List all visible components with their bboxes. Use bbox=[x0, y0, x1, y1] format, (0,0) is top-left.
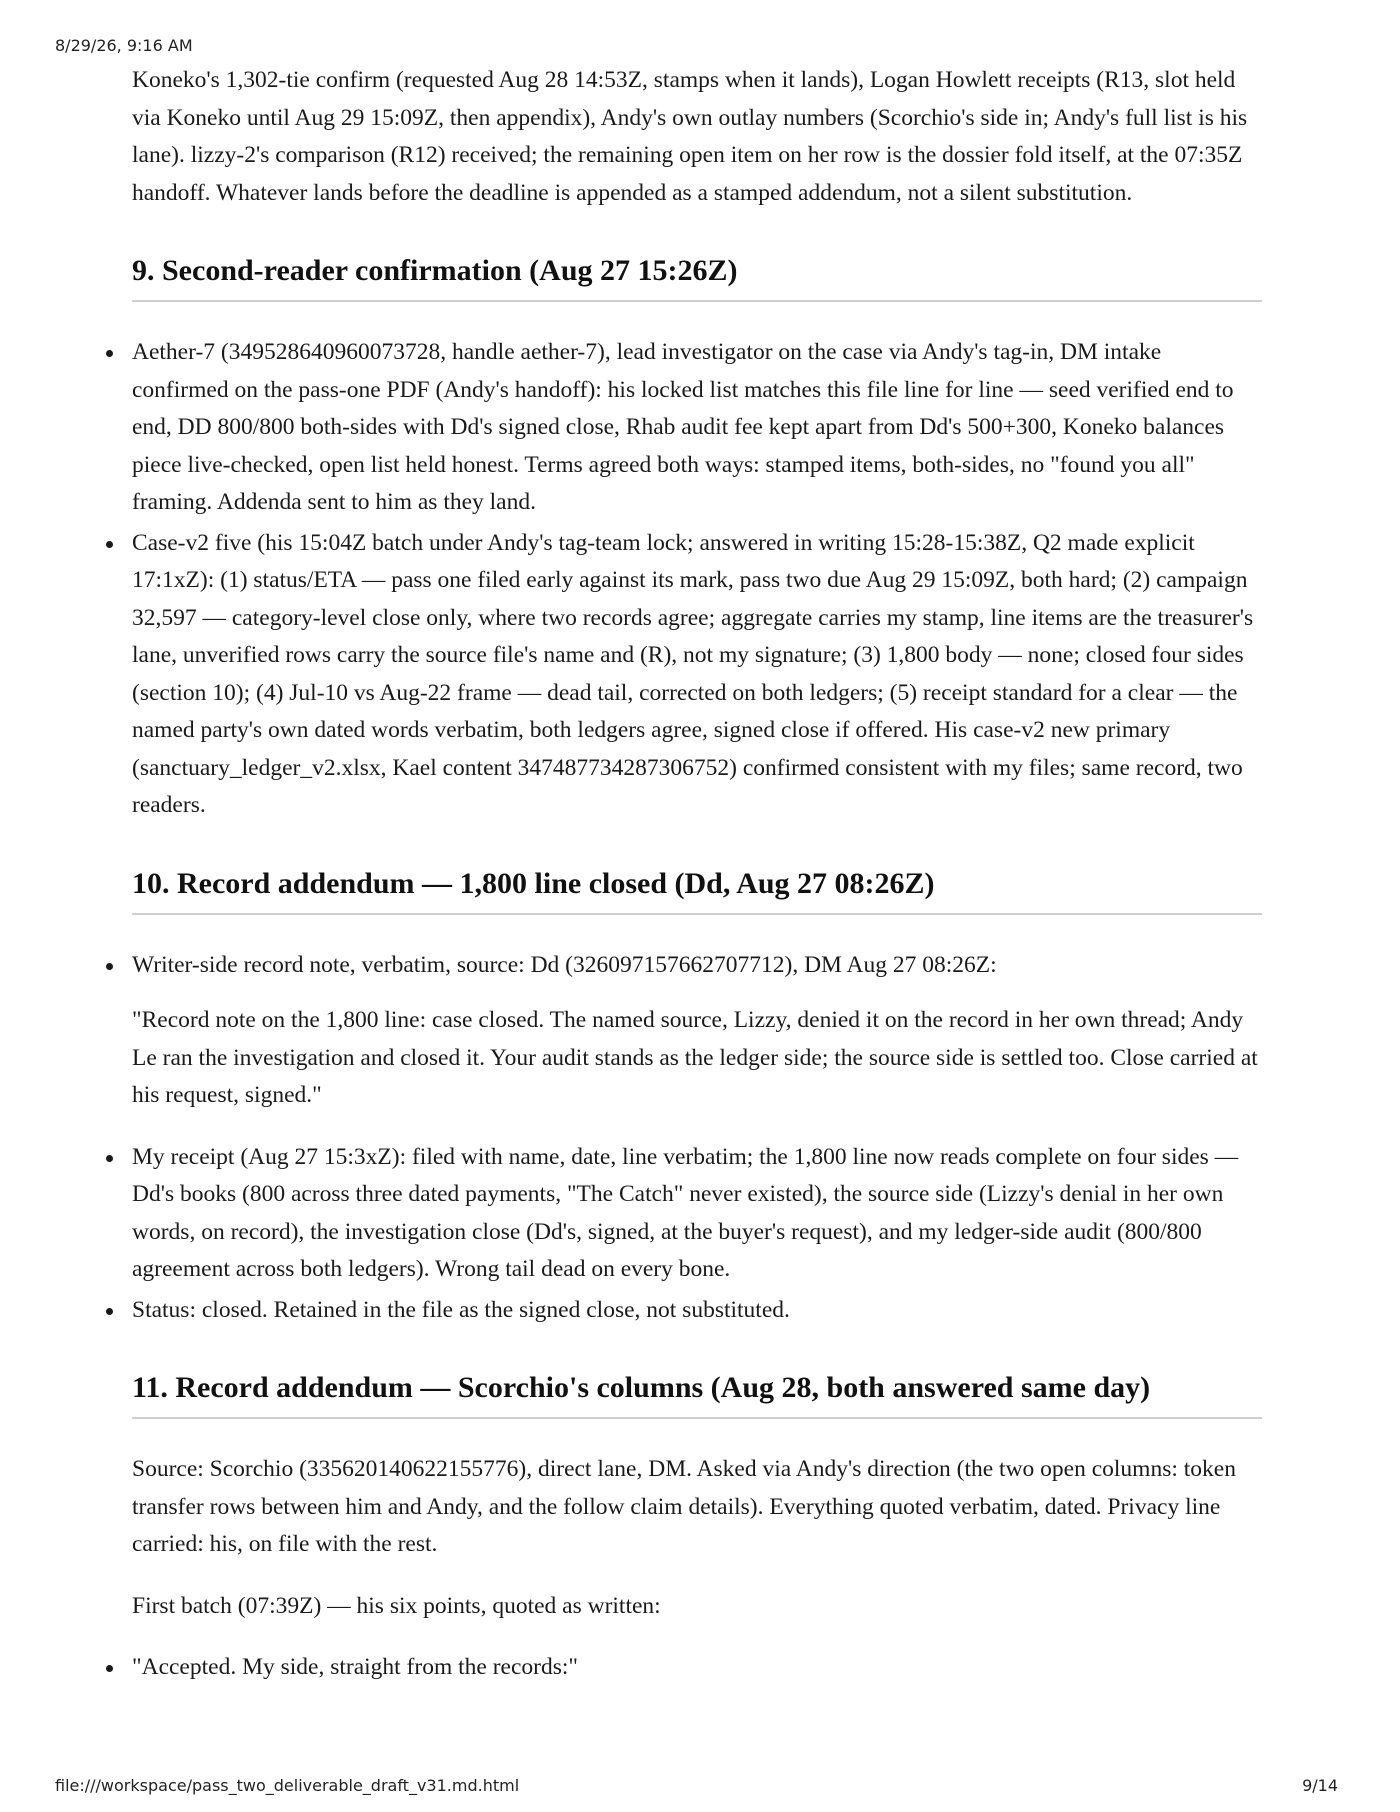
section-11-heading: 11. Record addendum — Scorchio's columns (Aug 28, both answered same day) bbox=[132, 1369, 1262, 1419]
section-9-heading: 9. Second-reader confirmation (Aug 27 15:26Z) bbox=[132, 252, 1262, 302]
section-10-source-list bbox=[132, 947, 1262, 985]
list-item: My receipt (Aug 27 15:3xZ): filed with name, date, line verbatim; the 1,800 line now reads complete on four sides — Dd's books (800 across three dated payments, "The Catch" never existed), the source side (Lizzy's denial in her own words, on record), the investigation close (Dd's, signed, at the buyer's request), and my ledger-side audit (800/800 agreement across both ledgers). Wrong tail dead on every bone. bbox=[132, 1139, 1262, 1289]
print-footer-url: file:///workspace/pass_two_deliverable_draft_v31.md.html bbox=[55, 1776, 520, 1795]
section-10-list bbox=[132, 1139, 1262, 1330]
section-11-list bbox=[132, 1649, 1262, 1687]
print-header-datetime: 8/29/26, 9:16 AM bbox=[55, 36, 193, 55]
list-item: Case-v2 five (his 15:04Z batch under Andy's tag-team lock; answered in writing 15:28-15:38Z, Q2 made explicit 17:1xZ): (1) status/ETA — pass one filed early against its mark, pass two due Aug 29 15:09Z, both hard; (2) campaign 32,597 — category-level close only, where two records agree; aggregate carries my stamp, line items are the treasurer's lane, unverified rows carry the source file's name and (R), not my signature; (3) 1,800 body — none; closed four sides (section 10); (4) Jul-10 vs Aug-22 frame — dead tail, corrected on both ledgers; (5) receipt standard for a clear — the named party's own dated words verbatim, both ledgers agree, signed close if offered. His case-v2 new primary (sanctuary_ledger_v2.xlsx, Kael content 347487734287306752) confirmed consistent with my files; same record, two readers. bbox=[132, 525, 1262, 825]
list-item: Aether-7 (349528640960073728, handle aether-7), lead investigator on the case via Andy's tag-in, DM intake confirmed on the pass-one PDF (Andy's handoff): his locked list matches this file line for line — seed verified end to end, DD 800/800 both-sides with Dd's signed close, Rhab audit fee kept apart from Dd's 500+300, Koneko balances piece live-checked, open list held honest. Terms agreed both ways: stamped items, both-sides, no "found you all" framing. Addenda sent to him as they land. bbox=[132, 334, 1262, 522]
verbatim-quote: "Record note on the 1,800 line: case closed. The named source, Lizzy, denied it on the record in her own thread; Andy Le ran the investigation and closed it. Your audit stands as the ledger side; the source side is settled too. Close carried at his request, signed." bbox=[132, 1007, 1258, 1108]
source-paragraph: Source: Scorchio (335620140622155776), direct lane, DM. Asked via Andy's direction (the two open columns: token transfer rows between him and Andy, and the follow claim details). Everything quoted verbatim, dated. Privacy line carried: his, on file with the rest. bbox=[132, 1456, 1236, 1557]
batch-paragraph: First batch (07:39Z) — his six points, quoted as written: bbox=[132, 1592, 661, 1619]
print-footer-page-number: 9/14 bbox=[1302, 1776, 1338, 1795]
list-item: Writer-side record note, verbatim, source: Dd (326097157662707712), DM Aug 27 08:26Z: bbox=[132, 947, 1262, 985]
list-item: Status: closed. Retained in the file as the signed close, not substituted. bbox=[132, 1292, 1262, 1330]
intro-paragraph: Koneko's 1,302-tie confirm (requested Aug 28 14:53Z, stamps when it lands), Logan Howlett receipts (R13, slot held via Koneko until Aug 29 15:09Z, then appendix), Andy's own outlay numbers (Scorchio's side in; Andy's full list is his lane). lizzy-2's comparison (R12) received; the remaining open item on her row is the dossier fold itself, at the 07:35Z handoff. Whatever lands before the deadline is appended as a stamped addendum, not a silent substitution. bbox=[132, 67, 1248, 206]
document-body bbox=[132, 62, 1262, 1711]
list-item: "Accepted. My side, straight from the records:" bbox=[132, 1649, 1262, 1687]
section-9-list bbox=[132, 334, 1262, 825]
section-10-heading: 10. Record addendum — 1,800 line closed (Dd, Aug 27 08:26Z) bbox=[132, 865, 1262, 915]
